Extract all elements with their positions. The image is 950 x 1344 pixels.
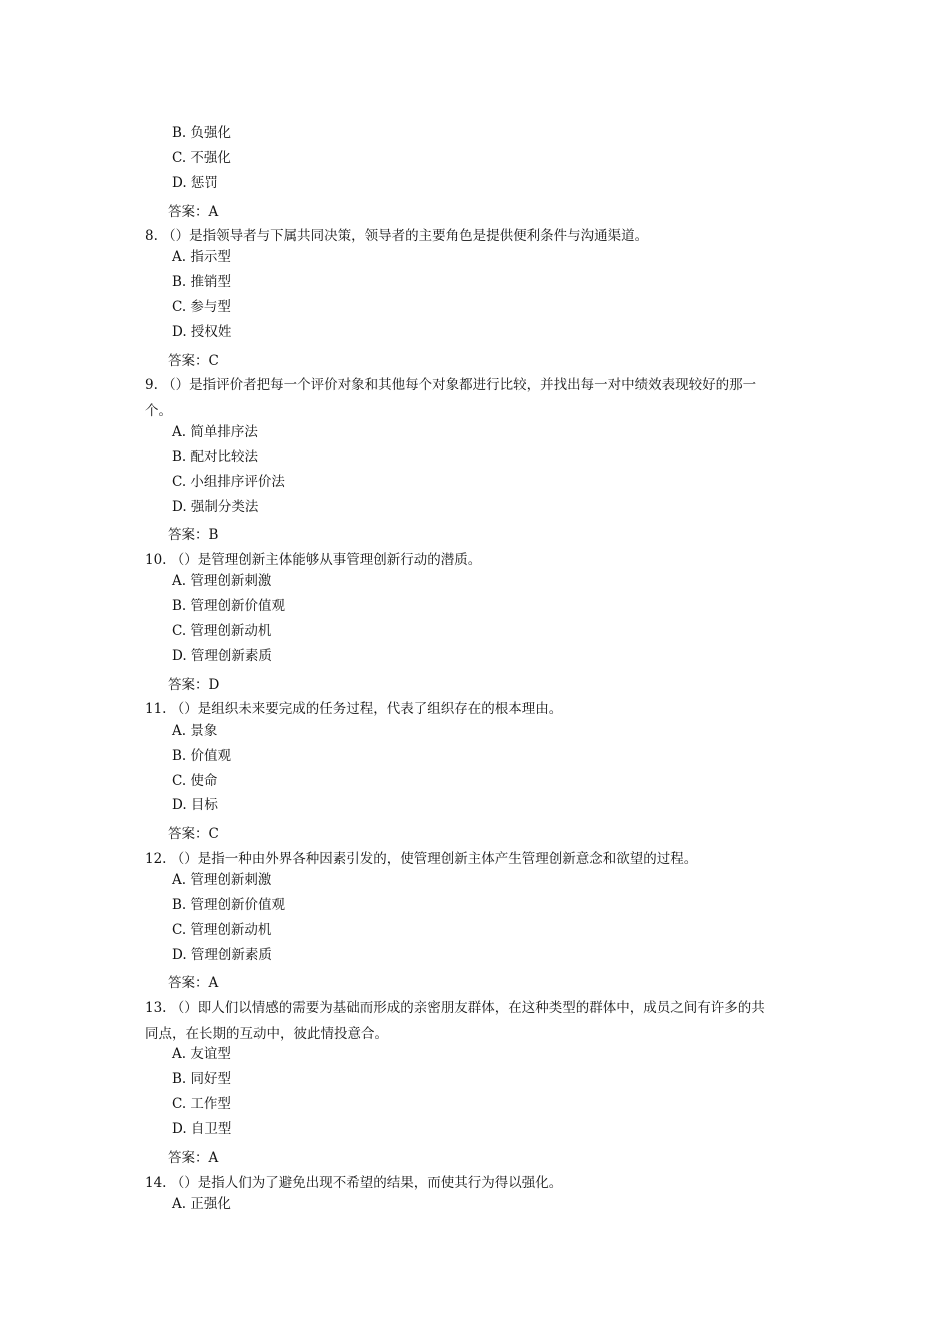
option-line: B. 价值观 <box>172 748 232 764</box>
option-line: D. 管理创新素质 <box>172 648 272 664</box>
question-continuation: 个。 <box>145 403 172 419</box>
option-line: B. 管理创新价值观 <box>172 897 286 913</box>
option-line: C. 管理创新动机 <box>172 922 272 938</box>
option-line: B. 同好型 <box>172 1071 232 1087</box>
option-line: A. 景象 <box>172 723 218 739</box>
option-line: C. 工作型 <box>172 1096 231 1112</box>
option-line: B. 推销型 <box>172 274 232 290</box>
question-line: 10. （）是管理创新主体能够从事管理创新行动的潜质。 <box>145 552 482 568</box>
option-line: C. 使命 <box>172 773 218 789</box>
option-line: D. 自卫型 <box>172 1121 232 1137</box>
option-line: B. 负强化 <box>172 125 232 141</box>
option-line: A. 管理创新刺激 <box>172 872 272 888</box>
option-line: D. 惩罚 <box>172 175 218 191</box>
answer-line: 答案：A <box>168 975 219 991</box>
option-line: C. 小组排序评价法 <box>172 474 285 490</box>
option-line: B. 管理创新价值观 <box>172 598 286 614</box>
option-line: A. 简单排序法 <box>172 424 258 440</box>
question-line: 11. （）是组织未来要完成的任务过程，代表了组织存在的根本理由。 <box>145 701 563 717</box>
answer-line: 答案：D <box>168 677 220 693</box>
option-line: A. 正强化 <box>172 1196 231 1212</box>
option-line: C. 管理创新动机 <box>172 623 272 639</box>
option-line: A. 友谊型 <box>172 1046 231 1062</box>
answer-line: 答案：C <box>168 353 219 369</box>
option-line: B. 配对比较法 <box>172 449 259 465</box>
answer-line: 答案：B <box>168 527 219 543</box>
question-continuation: 同点，在长期的互动中，彼此情投意合。 <box>145 1026 388 1042</box>
question-line: 14. （）是指人们为了避免出现不希望的结果，而使其行为得以强化。 <box>145 1175 563 1191</box>
option-line: A. 指示型 <box>172 249 231 265</box>
option-line: A. 管理创新刺激 <box>172 573 272 589</box>
question-line: 12. （）是指一种由外界各种因素引发的，使管理创新主体产生管理创新意念和欲望的过程。 <box>145 851 698 867</box>
option-line: D. 强制分类法 <box>172 499 259 515</box>
answer-line: 答案：A <box>168 1150 219 1166</box>
answer-line: 答案：C <box>168 826 219 842</box>
option-line: D. 目标 <box>172 797 218 813</box>
option-line: C. 参与型 <box>172 299 231 315</box>
question-line: 9. （）是指评价者把每一个评价对象和其他每个对象都进行比较，并找出每一对中绩效表现较好的那一 <box>145 377 757 393</box>
answer-line: 答案：A <box>168 204 219 220</box>
option-line: C. 不强化 <box>172 150 231 166</box>
question-line: 8. （）是指领导者与下属共同决策，领导者的主要角色是提供便利条件与沟通渠道。 <box>145 228 649 244</box>
option-line: D. 授权姓 <box>172 324 232 340</box>
question-line: 13. （）即人们以情感的需要为基础而形成的亲密朋友群体，在这种类型的群体中，成员之间有许多的共 <box>145 1000 765 1016</box>
option-line: D. 管理创新素质 <box>172 947 272 963</box>
